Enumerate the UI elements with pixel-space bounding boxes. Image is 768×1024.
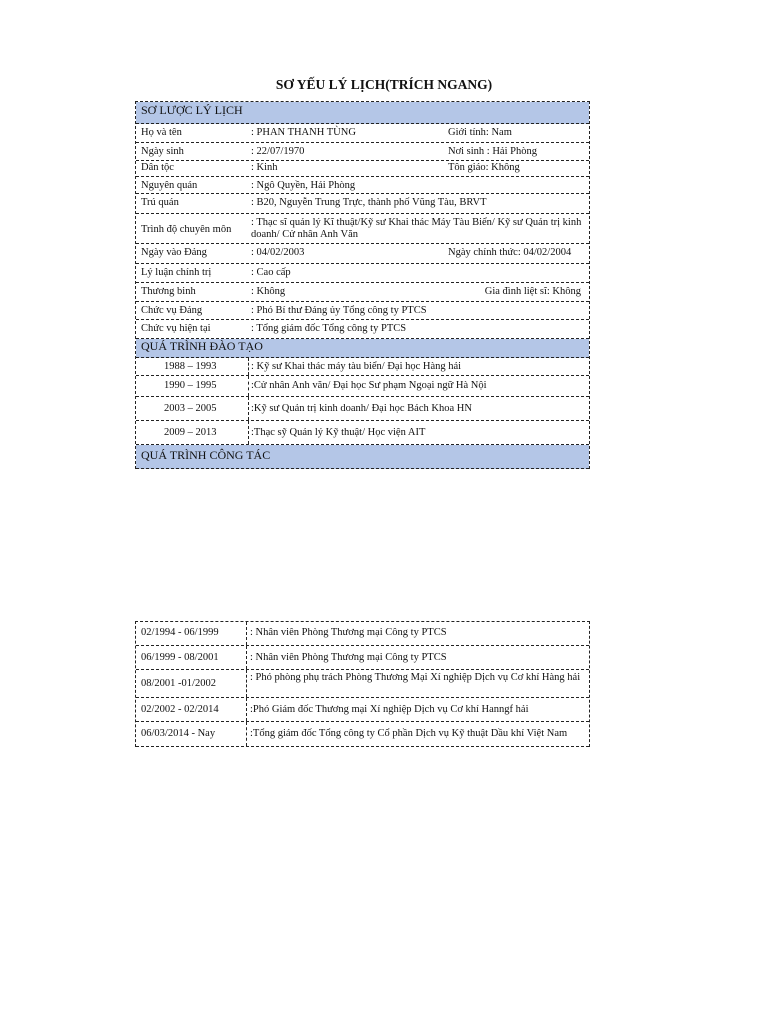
row-qualification — [136, 214, 589, 244]
work-desc: :Phó Giám đốc Thương mại Xí nghiệp Dịch vụ Cơ khí Hanngf hải — [250, 704, 529, 715]
education-desc: :Thạc sỹ Quản lý Kỹ thuật/ Học viện AIT — [251, 427, 426, 438]
section-title: SƠ LƯỢC LÝ LỊCH — [141, 103, 243, 117]
education-desc: :Cử nhân Anh văn/ Đại học Sư phạm Ngoại ngữ Hà Nội — [251, 380, 487, 391]
field-label: Nguyên quán — [141, 180, 198, 191]
column-divider — [248, 421, 249, 444]
education-row — [136, 376, 589, 397]
field-extra: Giới tính: Nam — [448, 127, 512, 138]
work-row — [136, 722, 589, 747]
education-period: 1988 – 1993 — [164, 361, 217, 372]
education-row — [136, 421, 589, 445]
field-label: Họ và tên — [141, 127, 182, 138]
section-header-work — [136, 445, 589, 469]
field-label: Trình độ chuyên môn — [141, 224, 232, 235]
work-period: 08/2001 -01/2002 — [141, 678, 216, 689]
column-divider — [246, 622, 247, 645]
row-current-position — [136, 320, 589, 339]
field-extra: Gia đình liệt sĩ: Không — [484, 286, 581, 297]
field-extra: Tôn giáo: Không — [448, 162, 520, 173]
row-political-theory — [136, 264, 589, 283]
row-full-name — [136, 124, 589, 143]
work-desc: :Tổng giám đốc Tổng công ty Cổ phần Dịch vụ Kỹ thuật Dầu khí Việt Nam — [250, 728, 568, 739]
field-label: Thương binh — [141, 286, 196, 297]
column-divider — [246, 670, 247, 697]
document-title: SƠ YẾU LÝ LỊCH(TRÍCH NGANG) — [275, 77, 493, 92]
field-value: : Thạc sĩ quản lý Kĩ thuật/Kỹ sư Khai thác Máy Tàu Biển/ Kỹ sư Quản trị kinh doanh/ Cử nhân Anh Văn — [251, 217, 582, 240]
field-label: Chức vụ Đảng — [141, 305, 203, 316]
field-label: Ngày sinh — [141, 146, 184, 157]
work-row — [136, 646, 589, 670]
work-period: 02/1994 - 06/1999 — [141, 627, 219, 638]
field-value: : B20, Nguyễn Trung Trực, thành phố Vũng Tàu, BRVT — [251, 197, 487, 208]
field-label: Dân tộc — [141, 162, 174, 173]
work-desc: : Phó phòng phụ trách Phòng Thương Mại Xí nghiệp Dịch vụ Cơ khí Hàng hải — [250, 672, 581, 683]
field-label: Ngày vào Đảng — [141, 247, 207, 258]
column-divider — [246, 722, 247, 746]
row-birth-date — [136, 143, 589, 161]
row-hometown — [136, 177, 589, 194]
section-title: QUÁ TRÌNH ĐÀO TẠO — [141, 339, 263, 353]
profile-table — [135, 101, 590, 469]
row-party-position — [136, 302, 589, 320]
education-period: 2003 – 2005 — [164, 403, 217, 414]
row-ethnicity — [136, 161, 589, 177]
education-row — [136, 397, 589, 421]
work-row — [136, 698, 589, 722]
field-extra: Ngày chính thức: 04/02/2004 — [448, 247, 572, 258]
section-header-education — [136, 339, 589, 358]
row-party-join-date — [136, 244, 589, 264]
field-value: : Ngô Quyền, Hải Phòng — [251, 180, 356, 191]
column-divider — [246, 698, 247, 721]
field-value: : PHAN THANH TÙNG — [251, 127, 356, 138]
field-value: : Phó Bí thư Đảng ủy Tổng công ty PTCS — [251, 305, 427, 316]
section-title: QUÁ TRÌNH CÔNG TÁC — [141, 448, 271, 462]
work-desc: : Nhân viên Phòng Thương mại Công ty PTCS — [250, 652, 447, 663]
education-period: 1990 – 1995 — [164, 380, 217, 391]
row-residence — [136, 194, 589, 214]
work-period: 06/03/2014 - Nay — [141, 728, 216, 739]
field-value: : Không — [251, 286, 286, 297]
column-divider — [248, 397, 249, 420]
education-desc: :Kỹ sư Quản trị kinh doanh/ Đại học Bách Khoa HN — [251, 403, 472, 414]
work-row — [136, 670, 589, 698]
field-extra: Nơi sinh : Hải Phòng — [448, 146, 537, 157]
work-desc: : Nhân viên Phòng Thương mại Công ty PTCS — [250, 627, 447, 638]
section-header-summary — [136, 102, 589, 124]
education-row — [136, 358, 589, 376]
work-period: 02/2002 - 02/2014 — [141, 704, 219, 715]
field-label: Trú quán — [141, 197, 179, 208]
education-period: 2009 – 2013 — [164, 427, 217, 438]
field-value: : Kinh — [251, 162, 278, 173]
field-value: : Tổng giám đốc Tổng công ty PTCS — [251, 323, 407, 334]
field-value: : 22/07/1970 — [251, 146, 305, 157]
column-divider — [248, 376, 249, 396]
field-value: : 04/02/2003 — [251, 247, 305, 258]
work-period: 06/1999 - 08/2001 — [141, 652, 219, 663]
field-value: : Cao cấp — [251, 267, 291, 278]
work-row — [136, 622, 589, 646]
work-history-table — [135, 621, 590, 747]
row-war-invalid — [136, 283, 589, 302]
education-desc: : Kỹ sư Khai thác máy tàu biển/ Đại học Hàng hải — [251, 361, 462, 372]
field-label: Lý luận chính trị — [141, 267, 212, 278]
column-divider — [248, 358, 249, 375]
field-label: Chức vụ hiện tại — [141, 323, 211, 334]
column-divider — [246, 646, 247, 669]
